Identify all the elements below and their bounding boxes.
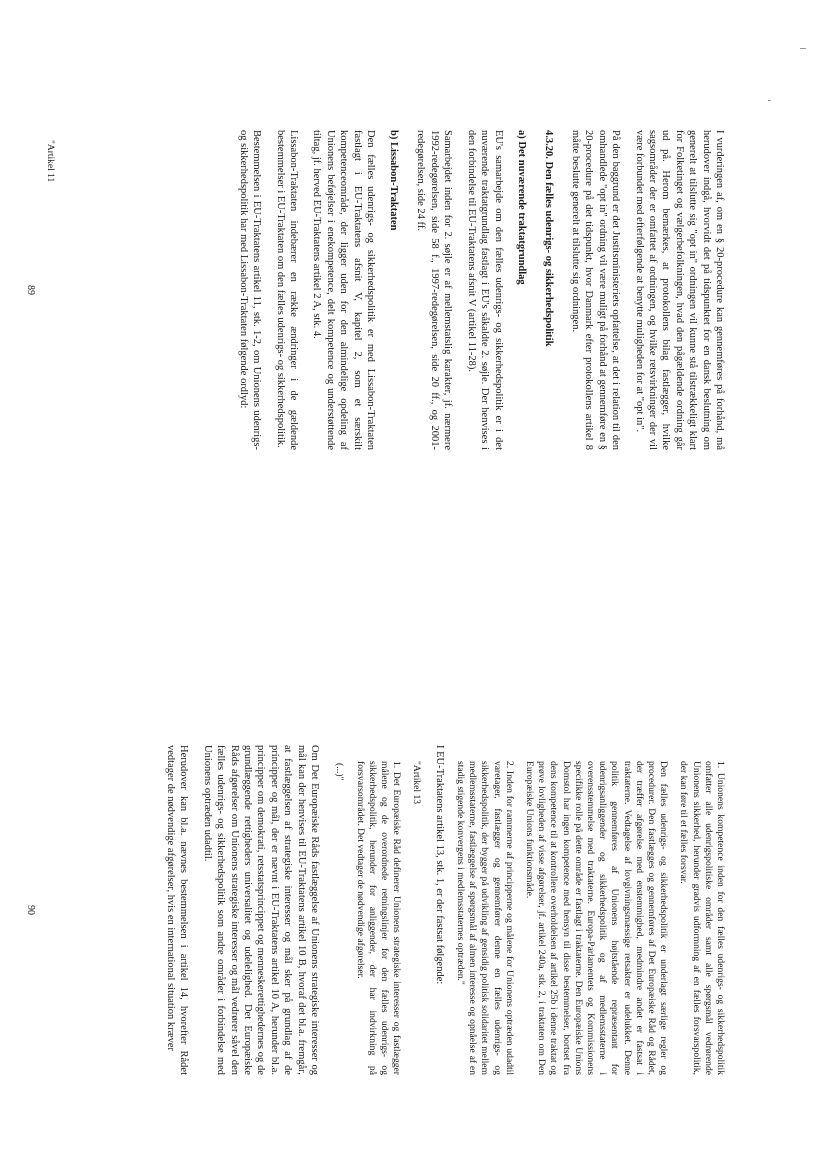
paragraph: Lissabon-Traktaten indebærer en række ændringer i de gældende bestemmelser i EU-Traktaten om den fælles udenrigs- og sikkerhedspolitik. [274,130,300,450]
paragraph: Om Det Europæiske Råds fastlæggelse af Unionens strategiske interesser og mål kan der henvises til EU-Traktatens artikel 10 B, hvoraf det bl.a. fremgår, at fastlæggelsen af strategiske interesser og mål sker på grundlag af de principper og mål, der er nævnt i EU-Traktatens artikel 10 A, herunder bl.a. principper om demokrati, retsstatsprincippet og menneskerettighedernes og de grundlæggende rettigheders universalitet og udelelighed. Det Europæiske Råds afgørelser om Unionens strategiske interesser og mål vedrører såvel den fælles udenrigs- og sikkerhedspolitik som andre områder i forbindelse med Unionens optræden udadtil. [201,745,321,1075]
quoted-paragraph: Den fælles udenrigs- og sikkerhedspolitik er underlagt særlige regler og procedurer. Den fastlægges og gennemføres af Det Europæiske Råd og Rådet, der træffer afgørelse med enstemmighed, medmindre andet er fastsat i traktaterne. Vedtagelse af lovgivningsmæssige retsakter er udelukket. Denne politik gennemføres af Unionens højtstående repræsentant for udenrigsanliggender og sikkerhedspolitik og af medlemsstaterne i overensstemmelse med traktaterne. Europa-Parlamentets og Kommissionens specifikke rolle på dette område er fastlagt i traktaterne. Den Europæiske Unions Domstol har ingen kompetence med hensyn til disse bestemmelser, bortset fra dens kompetence til at kontrollere overholdelsen af artikel 25b i denne traktat og prøve lovligheden af visse afgørelser, jf. artikel 240a, stk. 2, i traktaten om Den Europæiske Unions funktionsmåde. [523,761,670,1075]
page-number: 89 [25,285,36,295]
article-quote-start: "Artikel 11 [45,140,55,183]
page-number: 90 [25,905,36,915]
text-column-left [226,130,726,450]
subsection-heading: a) Det nuværende traktatgrundlag [515,130,527,285]
paragraph: I EU-Traktatens artikel 13, stk. 1, er der fastsat følgende: [433,745,445,985]
subsection-heading: b) Lissabon-Traktaten [388,130,400,231]
paragraph: Bestemmelsen i EU-Traktatens artikel 11, stk. 1-2, om Unionens udenrigs- og sikkerhedspolitik har med Lissabon-Traktaten følgende ordlyd: [237,130,263,450]
paragraph: I vurderingen af, om en § 20-procedure kan gennemføres på forhånd, må herudover indgå, hvorvidt det på tidspunktet for en dansk beslutning om generelt at tilslutte sig "opt in" ordningen vil kunne stå tilstrækkeligt klart for Folketinget og vælgerbefolkningen, hvad den pågældende ordning går ud på. Herom bemærkes, at protokollens bilag fastlægger, hvilke sagsområder der er omfattet af ordningen, og hvilke retsvirkninger der vil være forbundet med efterfølgende at benytte muligheden for at "opt in". [633,130,725,450]
quoted-paragraph: 2. Inden for rammerne af principperne og målene for Unionens optræden udadtil varetager, fastlægger og gennemfører denne en fælles udenrigs- og sikkerhedspolitik, der bygger på udvikling af gensidig politisk solidaritet mellem medlemsstaterne, fastlæggelse af spørgsmål af almen interesse og opnåelse af en stadig stigende konvergens i medlemsstaternes optræden." [454,761,515,1075]
section-heading: 4.3.20. Den fælles udenrigs- og sikkerhedspolitik [542,130,554,347]
text-column-right [154,745,726,1075]
paragraph: Samarbejdet inden for 2. søjle er af mellemstatslig karakter, jf. nærmere 1992-redegørelsen, side 58 f., 1997-redegørelsen, side 20 ff., og 2001-redegørelsen, side 24 ff. [415,130,454,450]
scan-speck [800,48,806,49]
paragraph: Den fælles udenrigs- og sikkerhedspolitik er med Lissabon-Traktaten fastlagt i EU-Traktatens afsnit V, kapitel 2, som et særskilt kompetenceområde, der ligger uden for den almindelige opdeling af Unionens beføjelser i enekompetence, delt kompetence og understøttende tiltag, jf. herved EU-Traktatens artikel 2 A, stk. 4. [311,130,377,450]
page-right [0,585,826,1169]
quoted-heading: "Artikel 13 [411,761,423,805]
quoted-paragraph: 1. Det Europæiske Råd definerer Unionens strategiske interesser og fastlægger målene og de overordnede retningslinjer for den fælles udenrigs- og sikkerhedspolitik, herunder for anliggender, der har indvirkning på forsvarsområdet. Det vedtager de nødvendige afgørelser. [354,761,403,1075]
quoted-paragraph: 1. Unionens kompetence inden for den fælles udenrigs- og sikkerhedspolitik omfatter alle udenrigspolitiske områder samt alle spørgsmål vedrørende Unionens sikkerhed, herunder gradvis udformning af en fælles forsvarspolitik, der kan føre til et fælles forsvar. [678,761,726,1075]
paragraph: Herudover kan bl.a. nævnes bestemmelsen i artikel 14, hvorefter Rådet vedtager de nødvendige afgørelser, hvis en international situation kræver [165,745,190,1075]
quoted-ellipsis: (...)" [334,763,346,781]
paragraph: EU's samarbejde om den fælles udenrigs- og sikkerhedspolitik er i det nuværende traktatgrundlag fastlagt i EU's såkaldte 2. søjle. Der henvises i den forbindelse til EU-Traktatens afsnit V (artikel 11-28). [465,130,504,450]
scan-speck [768,100,771,101]
paragraph: På den baggrund er det Justitsministeriets opfattelse, at det i relation til den omhandlede "opt in" ordning vil være muligt på forhånd at gennemføre en § 20-procedure på det tidspunkt, hvor Danmark efter protokollens artikel 8 måtte beslutte generelt at tilslutte sig ordningen. [569,130,622,450]
